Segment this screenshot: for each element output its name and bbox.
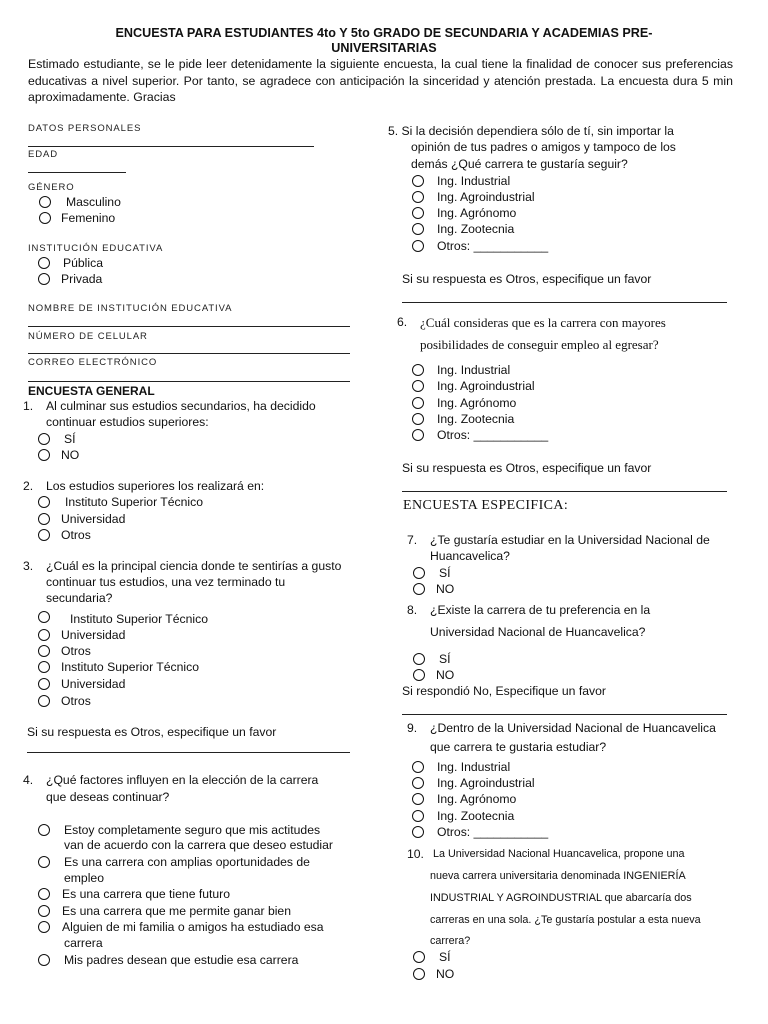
radio-icon[interactable] bbox=[38, 529, 50, 541]
label-edad: EDAD bbox=[28, 149, 58, 160]
radio-icon[interactable] bbox=[412, 810, 424, 822]
q6-text-line2: posibilidades de conseguir empleo al egresar? bbox=[420, 337, 659, 352]
inst-option-privada[interactable]: Privada bbox=[38, 272, 102, 286]
q1-text-line2: continuar estudios superiores: bbox=[46, 415, 209, 429]
q4-number: 4. bbox=[23, 773, 34, 787]
q8-option-si[interactable]: SÍ bbox=[413, 652, 451, 666]
radio-icon[interactable] bbox=[412, 793, 424, 805]
q4-option-3[interactable]: Es una carrera que tiene futuro bbox=[38, 887, 230, 901]
q4-option-2-line2: empleo bbox=[64, 871, 104, 885]
q6-specify-line[interactable] bbox=[402, 491, 727, 492]
q5-option-2[interactable]: Ing. Agroindustrial bbox=[412, 190, 535, 204]
q10-number: 10. bbox=[407, 847, 424, 861]
radio-icon[interactable] bbox=[412, 397, 424, 409]
q6-option-3[interactable]: Ing. Agrónomo bbox=[412, 396, 516, 410]
label-nombre-institucion: NOMBRE DE INSTITUCIÓN EDUCATIVA bbox=[28, 303, 233, 314]
q8-text-line1: ¿Existe la carrera de tu preferencia en la bbox=[430, 603, 651, 617]
radio-icon[interactable] bbox=[412, 413, 424, 425]
celular-line[interactable] bbox=[28, 353, 350, 354]
q10-text-line2: nueva carrera universitaria denominada INGENIERÍA bbox=[430, 870, 686, 882]
q8-number: 8. bbox=[407, 603, 418, 617]
q7-option-no[interactable]: NO bbox=[413, 582, 454, 596]
radio-icon[interactable] bbox=[38, 449, 50, 461]
q6-text-line1: ¿Cuál consideras que es la carrera con mayores bbox=[420, 315, 666, 330]
q3-specify-line[interactable] bbox=[27, 752, 350, 753]
q4-option-5-line2: carrera bbox=[64, 936, 103, 950]
radio-icon[interactable] bbox=[413, 968, 425, 980]
radio-icon[interactable] bbox=[38, 611, 50, 623]
radio-icon[interactable] bbox=[413, 669, 425, 681]
correo-line[interactable] bbox=[28, 381, 350, 382]
q6-option-5[interactable]: Otros: ___________ bbox=[412, 428, 548, 442]
radio-icon[interactable] bbox=[38, 257, 50, 269]
radio-icon[interactable] bbox=[412, 223, 424, 235]
q7-number: 7. bbox=[407, 533, 418, 547]
q10-option-no[interactable]: NO bbox=[413, 967, 454, 981]
label-correo: CORREO ELECTRÓNICO bbox=[28, 357, 158, 368]
q9-option-4[interactable]: Ing. Zootecnia bbox=[412, 809, 514, 823]
q5-text-line2: opinión de tus padres o amigos y tampoco de los bbox=[411, 140, 676, 154]
label-celular: NÚMERO DE CELULAR bbox=[28, 331, 148, 342]
edad-line[interactable] bbox=[28, 172, 126, 173]
datos-personales-line[interactable] bbox=[28, 146, 314, 147]
radio-icon[interactable] bbox=[412, 761, 424, 773]
q9-option-5[interactable]: Otros: ___________ bbox=[412, 825, 548, 839]
radio-icon[interactable] bbox=[38, 496, 50, 508]
q6-number: 6. bbox=[397, 315, 408, 329]
radio-icon[interactable] bbox=[38, 888, 50, 900]
q5-option-4[interactable]: Ing. Zootecnia bbox=[412, 222, 514, 236]
radio-icon[interactable] bbox=[412, 240, 424, 252]
q1-option-no[interactable]: NO bbox=[38, 448, 79, 462]
radio-icon[interactable] bbox=[38, 433, 50, 445]
q8-option-no[interactable]: NO bbox=[413, 668, 454, 682]
q4-option-1-line2: van de acuerdo con la carrera que deseo estudiar bbox=[64, 838, 333, 852]
radio-icon[interactable] bbox=[412, 380, 424, 392]
radio-icon[interactable] bbox=[38, 678, 50, 690]
q2-option-universidad[interactable]: Universidad bbox=[38, 512, 125, 526]
radio-icon[interactable] bbox=[38, 273, 50, 285]
radio-icon[interactable] bbox=[413, 583, 425, 595]
radio-icon[interactable] bbox=[412, 175, 424, 187]
q8-specify-label: Si respondió No, Especifique un favor bbox=[402, 684, 606, 698]
section-heading-general: ENCUESTA GENERAL bbox=[28, 384, 155, 398]
q3-specify-label: Si su respuesta es Otros, especifique un favor bbox=[27, 725, 277, 739]
q6-option-2[interactable]: Ing. Agroindustrial bbox=[412, 379, 535, 393]
intro-paragraph: Estimado estudiante, se le pide leer detenidamente la siguiente encuesta, la cual tiene la finalidad de conocer sus preferencias educativas a nivel superior. Por tanto, se agradece con anticipación la sinceridad y atención prestada. La encuesta dura 5 min aproximadamente. Gracias bbox=[28, 57, 733, 104]
q3-option-6[interactable]: Otros bbox=[38, 694, 91, 708]
label-genero: GÉNERO bbox=[28, 182, 75, 193]
q10-text-line4: carreras en una sola. ¿Te gustaría postular a esta nueva bbox=[430, 914, 701, 926]
q5-option-3[interactable]: Ing. Agrónomo bbox=[412, 206, 516, 220]
label-institucion: INSTITUCIÓN EDUCATIVA bbox=[28, 243, 164, 254]
radio-icon[interactable] bbox=[38, 921, 50, 933]
q7-text-line2: Huancavelica? bbox=[430, 549, 510, 563]
q3-text-line1: ¿Cuál es la principal ciencia donde te sentirías a gusto bbox=[46, 559, 342, 573]
q6-option-1[interactable]: Ing. Industrial bbox=[412, 363, 510, 377]
q5-specify-line[interactable] bbox=[402, 302, 727, 303]
radio-icon[interactable] bbox=[38, 824, 50, 836]
radio-icon[interactable] bbox=[413, 567, 425, 579]
radio-icon[interactable] bbox=[39, 212, 51, 224]
radio-icon[interactable] bbox=[412, 777, 424, 789]
radio-icon[interactable] bbox=[412, 429, 424, 441]
q9-text-line2: que carrera te gustaria estudiar? bbox=[430, 740, 607, 754]
q3-option-5[interactable]: Universidad bbox=[38, 677, 125, 691]
q9-option-1[interactable]: Ing. Industrial bbox=[412, 760, 510, 774]
q3-option-1[interactable]: Instituto Superior Técnico bbox=[38, 610, 208, 624]
q2-option-instituto[interactable]: Instituto Superior Técnico bbox=[38, 495, 203, 509]
q4-option-6[interactable]: Mis padres desean que estudie esa carrera bbox=[38, 953, 298, 967]
survey-title-line1: ENCUESTA PARA ESTUDIANTES 4to Y 5to GRADO DE SECUNDARIA Y ACADEMIAS PRE- bbox=[115, 26, 653, 40]
q10-option-si[interactable]: SÍ bbox=[413, 950, 451, 964]
radio-icon[interactable] bbox=[38, 661, 50, 673]
q3-text-line2: continuar tus estudios, una vez terminado tu bbox=[46, 575, 286, 589]
gender-option-femenino[interactable]: Femenino bbox=[39, 211, 115, 225]
q1-number: 1. bbox=[23, 399, 34, 413]
nombre-institucion-line[interactable] bbox=[28, 326, 350, 327]
radio-icon[interactable] bbox=[413, 653, 425, 665]
radio-icon[interactable] bbox=[38, 954, 50, 966]
q3-option-2[interactable]: Universidad bbox=[38, 628, 125, 642]
q1-text-line1: Al culminar sus estudios secundarios, ha decidido bbox=[46, 399, 316, 413]
q7-text-line1: ¿Te gustaría estudiar en la Universidad Nacional de bbox=[430, 533, 710, 547]
q6-option-4[interactable]: Ing. Zootecnia bbox=[412, 412, 514, 426]
radio-icon[interactable] bbox=[38, 645, 50, 657]
radio-icon[interactable] bbox=[412, 207, 424, 219]
radio-icon[interactable] bbox=[413, 951, 425, 963]
q5-option-1[interactable]: Ing. Industrial bbox=[412, 174, 510, 188]
q8-text-line2: Universidad Nacional de Huancavelica? bbox=[430, 625, 646, 639]
q3-text-line3: secundaria? bbox=[46, 591, 113, 605]
q3-number: 3. bbox=[23, 559, 34, 573]
radio-icon[interactable] bbox=[38, 905, 50, 917]
q4-text-line2: que deseas continuar? bbox=[46, 790, 170, 804]
radio-icon[interactable] bbox=[38, 695, 50, 707]
section-heading-especifica: ENCUESTA ESPECIFICA: bbox=[403, 498, 569, 513]
inst-option-publica[interactable]: Pública bbox=[38, 256, 103, 270]
survey-title-line2: UNIVERSITARIAS bbox=[331, 41, 437, 55]
q10-text-line1: La Universidad Nacional Huancavelica, propone una bbox=[433, 848, 685, 860]
q9-option-2[interactable]: Ing. Agroindustrial bbox=[412, 776, 535, 790]
radio-icon[interactable] bbox=[412, 826, 424, 838]
q10-text-line3: INDUSTRIAL Y AGROINDUSTRIAL que abarcaría dos bbox=[430, 892, 692, 904]
q5-specify-label: Si su respuesta es Otros, especifique un favor bbox=[402, 272, 652, 286]
radio-icon[interactable] bbox=[38, 856, 50, 868]
radio-icon[interactable] bbox=[39, 196, 51, 208]
q2-text: Los estudios superiores los realizará en: bbox=[46, 479, 265, 493]
q10-text-line5: carrera? bbox=[430, 935, 471, 947]
q1-option-si[interactable]: SÍ bbox=[38, 432, 76, 446]
q5-text-line1: 5. Si la decisión dependiera sólo de tí, sin importar la bbox=[388, 124, 674, 138]
q4-option-5[interactable]: Alguien de mi familia o amigos ha estudiado esa bbox=[38, 920, 324, 934]
q8-specify-line[interactable] bbox=[402, 714, 727, 715]
radio-icon[interactable] bbox=[38, 629, 50, 641]
q4-option-2[interactable]: Es una carrera con amplias oportunidades de bbox=[38, 855, 310, 869]
q4-option-4[interactable]: Es una carrera que me permite ganar bien bbox=[38, 904, 291, 918]
q5-text-line3: demás ¿Qué carrera te gustaría seguir? bbox=[411, 157, 628, 171]
q5-option-5[interactable]: Otros: ___________ bbox=[412, 239, 548, 253]
q3-option-4[interactable]: Instituto Superior Técnico bbox=[38, 660, 199, 674]
q2-number: 2. bbox=[23, 479, 34, 493]
q4-option-1[interactable]: Estoy completamente seguro que mis actitudes bbox=[38, 823, 320, 837]
label-datos-personales: DATOS PERSONALES bbox=[28, 123, 142, 134]
radio-icon[interactable] bbox=[412, 364, 424, 376]
q6-specify-label: Si su respuesta es Otros, especifique un favor bbox=[402, 461, 652, 475]
gender-option-masculino[interactable]: Masculino bbox=[39, 195, 121, 209]
radio-icon[interactable] bbox=[412, 191, 424, 203]
q9-option-3[interactable]: Ing. Agrónomo bbox=[412, 792, 516, 806]
q9-number: 9. bbox=[407, 721, 418, 735]
q3-option-3[interactable]: Otros bbox=[38, 644, 91, 658]
radio-icon[interactable] bbox=[38, 513, 50, 525]
q4-text-line1: ¿Qué factores influyen en la elección de la carrera bbox=[46, 773, 319, 787]
q7-option-si[interactable]: SÍ bbox=[413, 566, 451, 580]
q9-text-line1: ¿Dentro de la Universidad Nacional de Huancavelica bbox=[430, 721, 716, 735]
q2-option-otros[interactable]: Otros bbox=[38, 528, 91, 542]
